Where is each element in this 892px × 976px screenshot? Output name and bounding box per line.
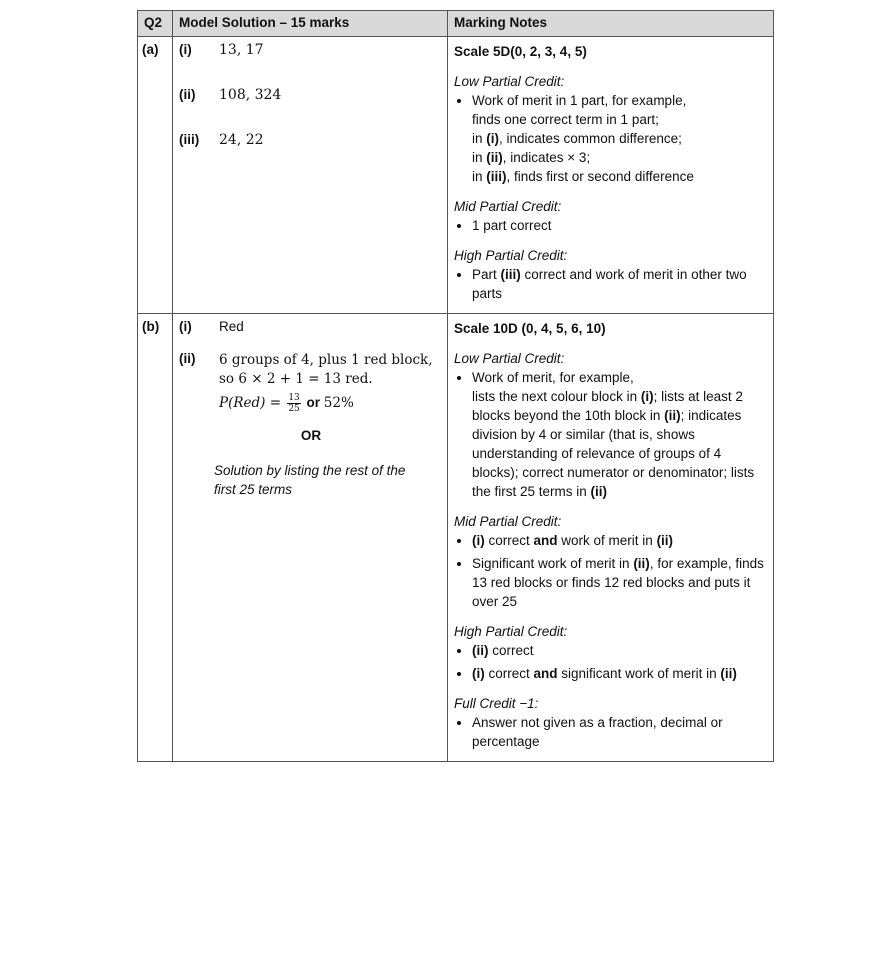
marking-scheme-table	[137, 10, 773, 762]
solution-b	[173, 314, 448, 762]
credit-title: Full Credit −1:	[454, 696, 539, 711]
fraction: $\frac{13}{25}$	[288, 393, 300, 414]
part-label: (ii)	[179, 351, 196, 366]
alternative-solution: Solution by listing the rest of the first 25 terms	[214, 463, 406, 497]
credit-item: • (ii) correct	[472, 641, 767, 660]
or-separator: OR	[300, 428, 322, 443]
low-partial-credit	[454, 72, 767, 186]
part-a-ii	[179, 87, 443, 132]
credit-item: • (i) correct and significant work of merit in (ii)	[472, 664, 767, 683]
scale-heading: Scale 10D (0, 4, 5, 6, 10)	[454, 321, 606, 336]
credit-title: Low Partial Credit:	[454, 74, 565, 89]
part-b-ii	[179, 351, 443, 414]
credit-item: • Work of merit in 1 part, for example, finds one correct term in 1 part; in (i), indicates common difference; in (ii), indicates × 3; in (iii), finds first or second difference	[472, 91, 767, 186]
part-value: 108, 324	[219, 87, 282, 103]
credit-title: Mid Partial Credit:	[454, 514, 562, 529]
credit-item: • Work of merit, for example, lists the next colour block in (i); lists at least 2 blocks beyond the 10th block in (ii); indicates division by 4 or similar (that is, shows understanding of relevance of groups of 4 blocks); correct numerator or denominator; lists the first 25 terms in (ii)	[472, 368, 767, 501]
row-b	[138, 314, 774, 762]
part-label-a: (a)	[138, 37, 173, 314]
credit-title: Low Partial Credit:	[454, 351, 565, 366]
credit-item: • Significant work of merit in (ii), for example, finds 13 red blocks or finds 12 red blocks and puts it over 25	[472, 554, 767, 611]
part-label: (ii)	[179, 87, 196, 102]
probability-expression: P(Red) = $\frac{13}{25}$ or 52%	[219, 393, 354, 414]
solution-a	[173, 37, 448, 314]
credit-item: • Answer not given as a fraction, decimal or percentage	[472, 713, 767, 751]
part-value: 13, 17	[219, 42, 264, 58]
credit-title: Mid Partial Credit:	[454, 199, 562, 214]
part-value: Red	[219, 319, 244, 334]
mid-partial-credit	[454, 197, 767, 235]
high-partial-credit	[454, 246, 767, 303]
low-partial-credit	[454, 349, 767, 501]
part-label: (i)	[179, 319, 192, 334]
credit-title: High Partial Credit:	[454, 248, 568, 263]
credit-item: • 1 part correct	[472, 216, 767, 235]
notes-a	[448, 37, 774, 314]
header-row	[138, 11, 774, 37]
part-label-b: (b)	[138, 314, 173, 762]
notes-b	[448, 314, 774, 762]
high-partial-credit	[454, 622, 767, 683]
part-label: (iii)	[179, 132, 200, 147]
header-q: Q2	[138, 11, 173, 37]
header-notes: Marking Notes	[448, 11, 774, 37]
part-a-i	[179, 42, 443, 87]
credit-item: • Part (iii) correct and work of merit in other two parts	[472, 265, 767, 303]
credit-title: High Partial Credit:	[454, 624, 568, 639]
header-solution: Model Solution – 15 marks	[173, 11, 448, 37]
part-a-iii	[179, 132, 443, 148]
row-a	[138, 37, 774, 314]
part-value: 24, 22	[219, 132, 264, 148]
part-b-i	[179, 319, 443, 351]
credit-item: • (i) correct and work of merit in (ii)	[472, 531, 767, 550]
scale-heading: Scale 5D(0, 2, 3, 4, 5)	[454, 44, 587, 59]
part-label: (i)	[179, 42, 192, 57]
mid-partial-credit	[454, 512, 767, 611]
full-credit-minus-one	[454, 694, 767, 751]
part-value: 6 groups of 4, plus 1 red block, so 6 × 2 + 1 = 13 red. P(Red) = $\frac{13}{25}$ or 52%	[219, 351, 443, 414]
